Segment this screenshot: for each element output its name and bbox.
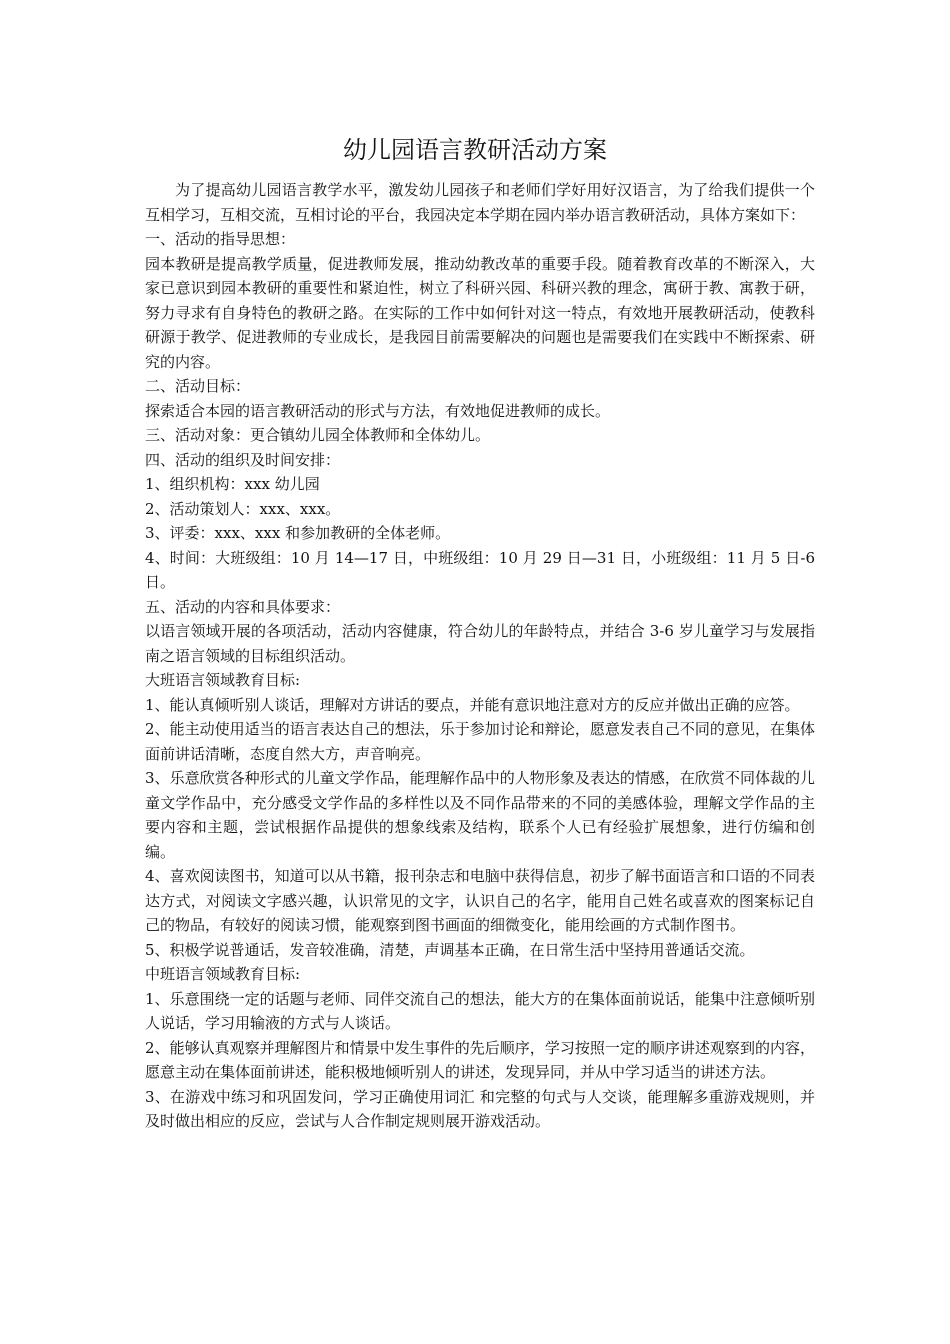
- section-heading-organization: 四、活动的组织及时间安排：: [145, 450, 341, 469]
- paragraph-content: 以语言领域开展的各项活动，活动内容健康，符合幼儿的年龄特点，并结合 3-6 岁儿童学习与发展指南之语言领域的目标组织活动。: [145, 622, 815, 665]
- intro-paragraph: 为了提高幼儿园语言教学水平，激发幼儿园孩子和老师们学好用好汉语言，为了给我们提供一个互相学习，互相交流，互相讨论的平台，我园决定本学期在园内举办语言教研活动，具体方案如下：: [145, 181, 815, 224]
- list-item-middle-goal-3: 3、在游戏中练习和巩固发问，学习正确使用词汇 和完整的句式与人交谈，能理解多重游戏规则，并及时做出相应的反应，尝试与人合作制定规则展开游戏活动。: [145, 1087, 815, 1130]
- list-item-senior-goal-1: 1、能认真倾听别人谈话，理解对方讲话的要点，并能有意识地注意对方的反应并做出正确的应答。: [145, 695, 800, 714]
- paragraph-goals: 探索适合本园的语言教研活动的形式与方法，有效地促进教师的成长。: [145, 401, 611, 420]
- list-item-middle-goal-1: 1、乐意围绕一定的话题与老师、同伴交流自己的想法，能大方的在集体面前说话，能集中注意倾听别人说话，学习用输液的方式与人谈话。: [145, 989, 815, 1032]
- section-heading-content: 五、活动的内容和具体要求：: [145, 597, 341, 616]
- paragraph-guiding-thought: 园本教研是提高教学质量，促进教师发展，推动幼教改革的重要手段。随着教育改革的不断深入，大家已意识到园本教研的重要性和紧迫性，树立了科研兴园、科研兴教的理念，寓研于教、寓教于研，努力寻求有自身特色的教研之路。在实际的工作中如何针对这一特点，有效地开展教研活动，使教科研源于教学、促进教师的专业成长，是我园目前需要解决的问题也是需要我们在实践中不断探索、研究的内容。: [145, 254, 815, 371]
- subheading-senior-class-goals: 大班语言领域教育目标:: [145, 671, 301, 689]
- list-item-senior-goal-2: 2、能主动使用适当的语言表达自己的想法，乐于参加讨论和辩论，愿意发表自己不同的意见，在集体面前讲话清晰，态度自然大方，声音响亮。: [145, 720, 815, 763]
- section-heading-participants: 三、活动对象：更合镇幼儿园全体教师和全体幼儿。: [145, 426, 491, 444]
- section-heading-guiding-thought: 一、活动的指导思想：: [145, 230, 296, 248]
- list-item-senior-goal-3: 3、乐意欣赏各种形式的儿童文学作品，能理解作品中的人物形象及表达的情感，在欣赏不同体裁的儿童文学作品中，充分感受文学作品的多样性以及不同作品带来的不同的美感体验，理解文学作品的主要内容和主题，尝试根据作品提供的想象线索及结构，联系个人已有经验扩展想象，进行仿编和创编。: [145, 769, 815, 861]
- list-item-senior-goal-4: 4、喜欢阅读图书，知道可以从书籍，报刊杂志和电脑中获得信息，初步了解书面语言和口语的不同表达方式，对阅读文字感兴趣，认识常见的文字，认识自己的名字，能用自己姓名或喜欢的图案标记自己的物品，有较好的阅读习惯，能观察到图书画面的细微变化，能用绘画的方式制作图书。: [145, 867, 815, 934]
- document-title: 幼儿园语言教研活动方案: [343, 136, 607, 164]
- list-item-schedule: 4、时间：大班级组：10 月 14—17 日，中班级组：10 月 29 日—31 日，小班级组：11 月 5 日-6 日。: [145, 548, 815, 591]
- list-item-senior-goal-5: 5、积极学说普通话，发音较准确，清楚，声调基本正确，在日常生活中坚持用普通话交流。: [145, 940, 755, 959]
- list-item-judges: 3、评委：xxx、xxx 和参加教研的全体老师。: [145, 524, 451, 542]
- section-heading-goals: 二、活动目标：: [145, 377, 251, 395]
- subheading-middle-class-goals: 中班语言领域教育目标:: [145, 965, 301, 983]
- document-body: [145, 178, 815, 1134]
- list-item-planners: 2、活动策划人：xxx、xxx。: [145, 499, 341, 518]
- list-item-middle-goal-2: 2、能够认真观察并理解图片和情景中发生事件的先后顺序，学习按照一定的顺序讲述观察到的内容，愿意主动在集体面前讲述，能积极地倾听别人的讲述，发现异同，并从中学习适当的讲述方法。: [145, 1038, 815, 1081]
- list-item-organization: 1、组织机构：xxx 幼儿园: [145, 475, 320, 493]
